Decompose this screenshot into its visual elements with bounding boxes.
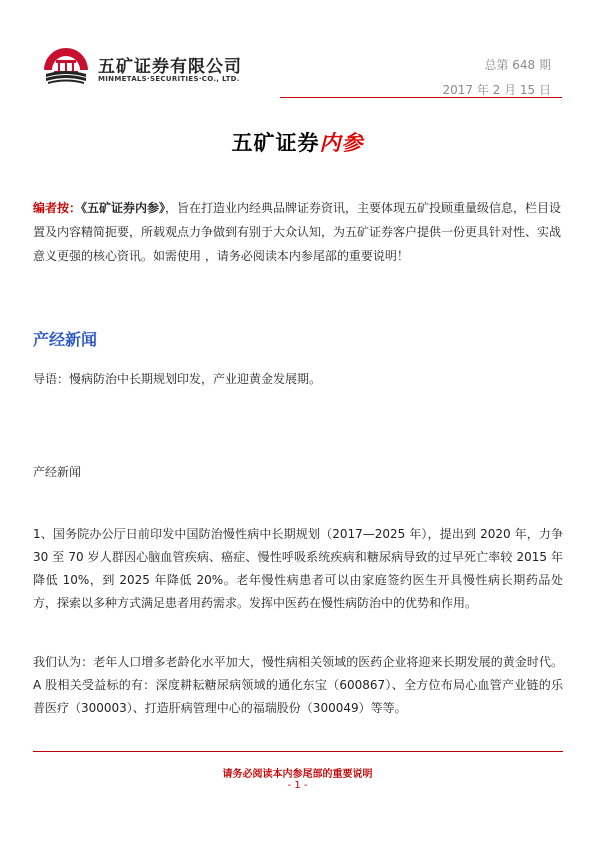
section-heading: 产经新闻 [33, 330, 98, 349]
section-label: 产经新闻 [33, 465, 82, 479]
section-lead: 导语：慢病防治中长期规划印发，产业迎黄金发展期。 [33, 372, 322, 386]
issue-date: 2017 年 2 月 15 日 [442, 83, 551, 97]
publication-name: 《五矿证券内参》 [81, 201, 166, 215]
page-number: - 1 - [287, 780, 308, 791]
minmetals-logo-icon [40, 44, 92, 86]
editor-note-text: ，旨在打造业内经典品牌证券资讯，主要体现五矿投顾重量级信息，栏目设置及内容精简扼要，所载观点力争做到有别于大众认知，为五矿证券客户提供一份更具针对性、实战意义更强的核心资讯。如需使用 ，请务必阅读本内参尾部的重要说明！ [33, 201, 562, 263]
opinion-paragraph: 我们认为：老年人口增多老龄化水平加大，慢性病相关领域的医药企业将迎来长期发展的黄金时代。A 股相关受益标的有：深度耕耘糖尿病领域的通化东宝（600867）、全方位布局心血管产业链的乐普医疗（300003）、打造肝病管理中心的福瑞股份（300049）等等。 [33, 655, 563, 715]
company-name-cn: 五矿证券有限公司 [98, 57, 242, 77]
footer-note: 请务必阅读本内参尾部的重要说明 [222, 769, 373, 780]
header-divider [280, 97, 562, 98]
news-item-1: 1、国务院办公厅日前印发中国防治慢性病中长期规划（2017—2025 年），提出到 2020 年，力争 30 至 70 岁人群因心脑血管疾病、癌症、慢性呼吸系统疾病和糖尿病导致的过早死亡率较 2015 年降低 10%，到 2025 年降低 20%。老年慢性病患者可以由家庭签约医生开具慢性病长期药品处方，探索以多种方式满足患者用药需求。发挥中医药在慢性病防治中的优势和作用。 [33, 527, 563, 610]
title-accent: 内参 [319, 131, 364, 155]
editor-note [33, 196, 563, 268]
editor-note-label: 编者按： [33, 201, 82, 215]
company-name-en: MINMETALS·SECURITIES·CO., LTD. [98, 75, 240, 83]
page-title [0, 127, 595, 157]
issue-number: 总第 648 期 [484, 58, 551, 72]
title-main: 五矿证券 [231, 131, 320, 155]
footer-divider [33, 751, 563, 752]
